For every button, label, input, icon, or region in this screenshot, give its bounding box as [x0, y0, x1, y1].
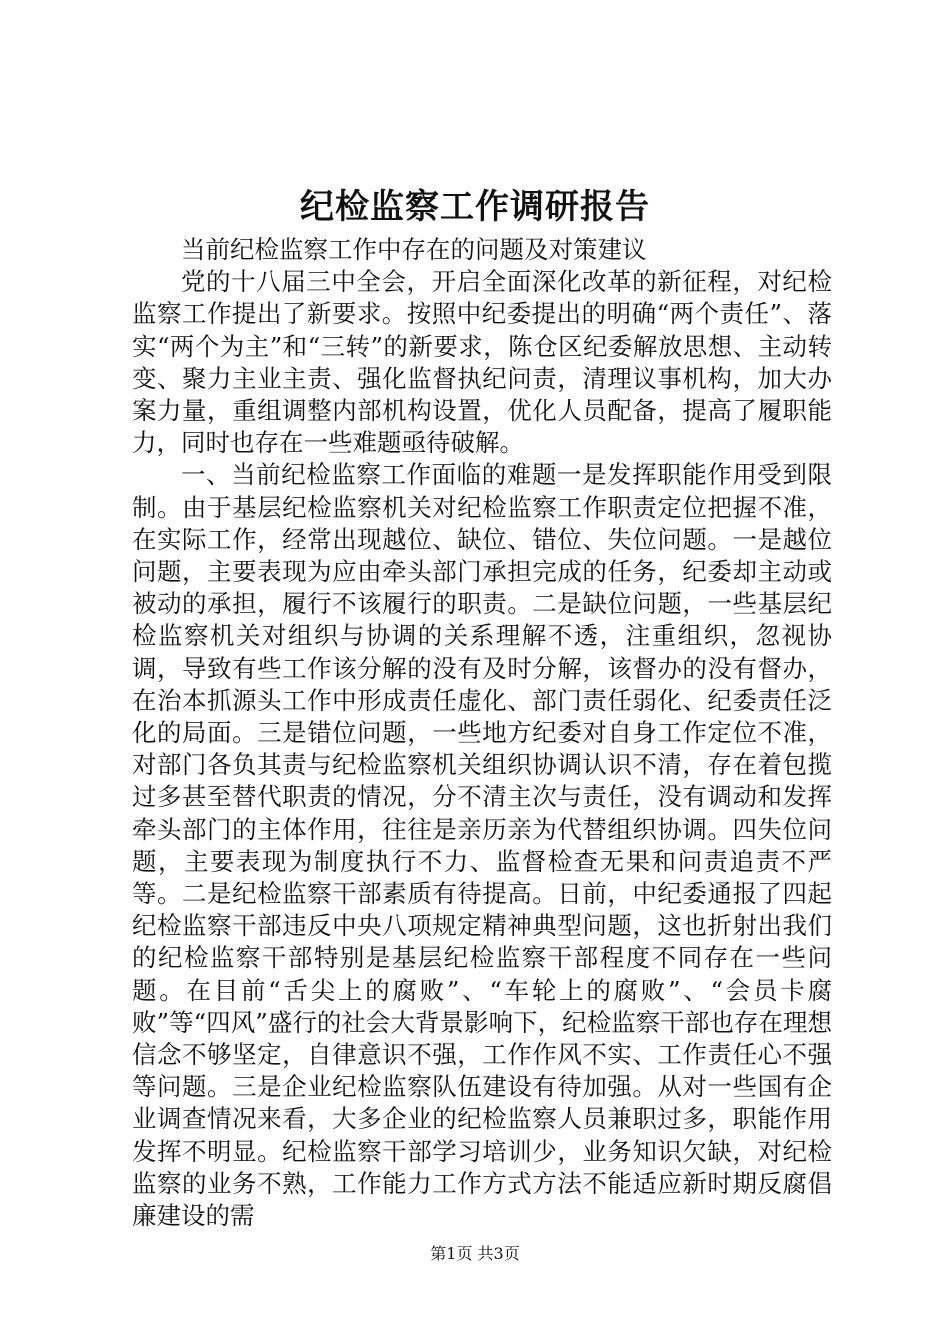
document-body	[132, 234, 832, 1232]
paragraph-intro: 党的十八届三中全会，开启全面深化改革的新征程，对纪检监察工作提出了新要求。按照中纪委提出的明确“两个责任”、落实“两个为主”和“三转”的新要求，陈仓区纪委解放思想、主动转变、聚力主业主责、强化监督执纪问责，清理议事机构，加大办案力量，重组调整内部机构设置，优化人员配备，提高了履职能力，同时也存在一些难题亟待破解。	[132, 267, 832, 458]
paragraph-subtitle: 当前纪检监察工作中存在的问题及对策建议	[181, 235, 647, 264]
page-number-footer: 第1页 共3页	[430, 1244, 520, 1263]
document-title: 纪检监察工作调研报告	[300, 187, 650, 227]
paragraph-problems: 一、当前纪检监察工作面临的难题一是发挥职能作用受到限制。由于基层纪检监察机关对纪检监察工作职责定位把握不准，在实际工作，经常出现越位、缺位、错位、失位问题。一是越位问题，主要表现为应由牵头部门承担完成的任务，纪委却主动或被动的承担，履行不该履行的职责。二是缺位问题，一些基层纪检监察机关对组织与协调的关系理解不透，注重组织，忽视协调，导致有些工作该分解的没有及时分解，该督办的没有督办，在治本抓源头工作中形成责任虚化、部门责任弱化、纪委责任泛化的局面。三是错位问题，一些地方纪委对自身工作定位不准，对部门各负其责与纪检监察机关组织协调认识不清，存在着包揽过多甚至替代职责的情况，分不清主次与责任，没有调动和发挥牵头部门的主体作用，往往是亲历亲为代替组织协调。四失位问题，主要表现为制度执行不力、监督检查无果和问责追责不严等。二是纪检监察干部素质有待提高。日前，中纪委通报了四起纪检监察干部违反中央八项规定精神典型问题，这也折射出我们的纪检监察干部特别是基层纪检监察干部程度不同存在一些问题。在目前“舌尖上的腐败”、“车轮上的腐败”、“会员卡腐败”等“四风”盛行的社会大背景影响下，纪检监察干部也存在理想信念不够坚定，自律意识不强，工作作风不实、工作责任心不强等问题。三是企业纪检监察队伍建设有待加强。从对一些国有企业调查情况来看，大多企业的纪检监察人员兼职过多，职能作用发挥不明显。纪检监察干部学习培训少，业务知识欠缺，对纪检监察的业务不熟，工作能力工作方式方法不能适应新时期反腐倡廉建设的需	[132, 460, 832, 1231]
